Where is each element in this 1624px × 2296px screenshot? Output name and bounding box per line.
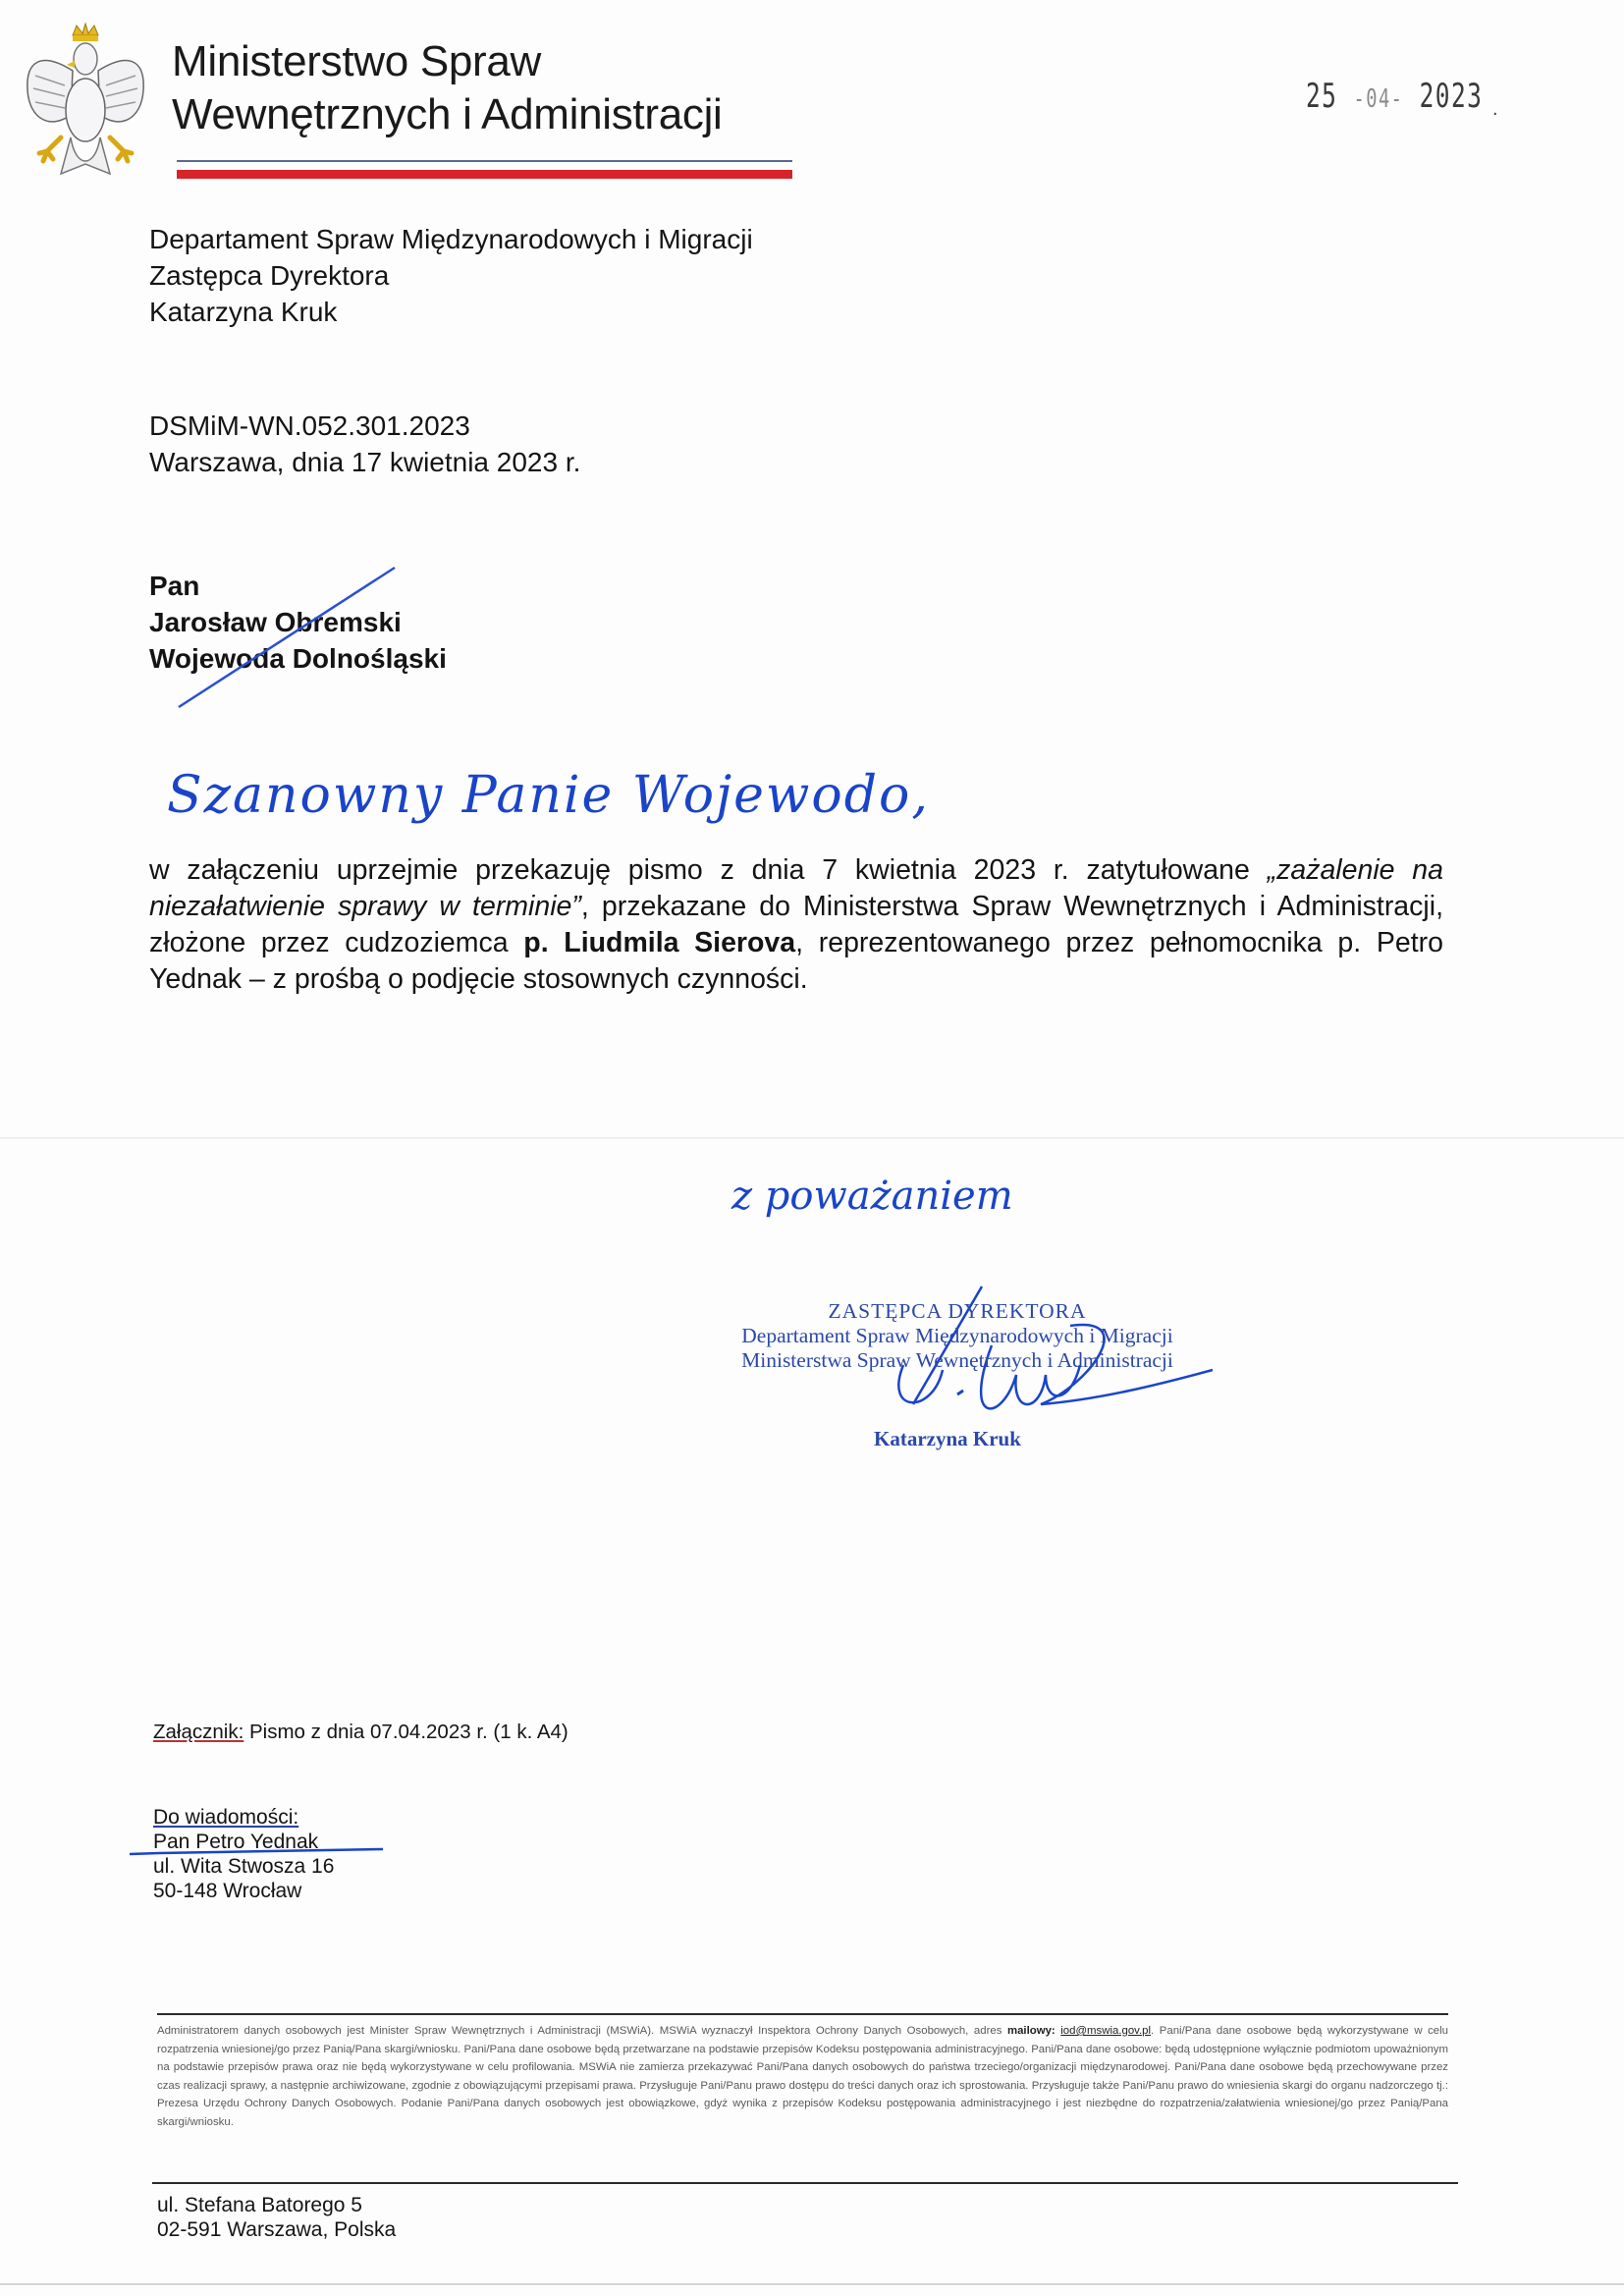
cc-recipient: Pan Petro Yednak <box>153 1831 319 1853</box>
ministry-city: 02-591 Warszawa, Polska <box>157 2218 397 2241</box>
ministry-name <box>172 35 723 141</box>
sender-position: Zastępca Dyrektora <box>149 260 390 291</box>
ministry-street: ul. Stefana Batorego 5 <box>157 2194 362 2216</box>
body-text-part2: , przekazane do Ministerstwa Spraw Wewnętrznych i Administracji, złożone przez cudzoziemca <box>149 891 1443 958</box>
gdpr-text-part1: Administratorem danych osobowych jest Minister Spraw Wewnętrznych i Administracji (MSWiA). MSWiA wyznaczył Inspektora Ochrony Danych Osobowych, adres <box>157 2025 1007 2037</box>
ministry-address <box>157 2193 396 2242</box>
gdpr-text-part2: . Pani/Pana dane osobowe będą wykorzystywane w celu rozpatrzenia wniesionej/go przez Panią/Pana skargi/wniosku. Pani/Pana dane osobowe będą przetwarzane na podstawie przepisów Kodeksu postępowania administracyjnego. Pani/Pana dane osobowe: będą udostępnione wyłącznie podmiotom upoważnionym na podstawie przepisów prawa oraz nie będą wykorzystywane w celu profilowania. MSWiA nie zamierza przekazywać Pani/Pana danych osobowych do państwa trzeciego/organizacji międzynarodowej. Pani/Pana dane osobowe będą przechowywane przez czas realizacji sprawy, a następnie archiwizowane, zgodnie z obowiązującymi przepisami prawa. Przysługuje Pani/Panu prawo dostępu do treści danych oraz ich sprostowania. Przysługuje także Pani/Panu prawo do wniesienia skargi do organu nadzorczego tj.: Prezesa Urzędu Ochrony Danych Osobowych. Podanie Pani/Pana danych osobowych jest obowiązkowe, gdyż wynika z przepisów Kodeksu postępowania administracyjnego i jest niezbędne do rozpatrzenia/załatwienia wniesionej/go przez Panią/Pana skargi/wniosku. <box>157 2025 1449 2128</box>
attachment-line <box>153 1721 568 1744</box>
letterhead-red-rule <box>177 170 792 179</box>
pen-slash-mark <box>167 560 403 717</box>
sender-name: Katarzyna Kruk <box>149 297 338 327</box>
stamp-month: -04- <box>1353 84 1404 114</box>
addressee-title: Pan <box>149 571 200 601</box>
cc-city: 50-148 Wrocław <box>153 1880 302 1902</box>
gdpr-email-label: mailowy: <box>1006 2025 1061 2037</box>
footer-divider-top <box>157 2013 1448 2015</box>
stamp-signatory-name: Katarzyna Kruk <box>874 1427 1021 1450</box>
sender-department: Departament Spraw Międzynarodowych i Migracji <box>149 224 753 254</box>
stamp-year: 2023 <box>1419 77 1484 116</box>
letterhead-thin-rule <box>177 160 792 162</box>
received-date-stamp <box>1306 77 1483 116</box>
case-number: DSMiM-WN.052.301.2023 <box>149 410 470 441</box>
attachment-label: Załącznik: <box>153 1721 244 1743</box>
addressee-name: Jarosław Obremski <box>149 607 402 637</box>
polish-eagle-emblem-icon <box>22 22 149 189</box>
paper-fold-crease <box>0 1137 1624 1139</box>
official-signature-stamp <box>727 1299 1188 1373</box>
cc-label: Do wiadomości: <box>153 1806 299 1829</box>
paper-bottom-edge <box>0 2283 1624 2285</box>
pen-underline-mark <box>130 1846 385 1858</box>
stamp-ministry: Ministerstwa Spraw Wewnętrznych i Administracji <box>741 1348 1173 1372</box>
handwritten-closing: z poważaniem <box>731 1174 1013 1219</box>
addressee-office: Wojewoda Dolnośląski <box>149 643 447 674</box>
body-text-part3: , reprezentowanego przez pełnomocnika p. Petro Yednak – z prośbą o podjęcie stosownych czynności. <box>149 927 1443 995</box>
sender-block <box>149 221 753 330</box>
attachment-value: Pismo z dnia 07.04.2023 r. (1 k. A4) <box>244 1721 568 1743</box>
stamp-title: ZASTĘPCA DYREKTORA <box>828 1299 1087 1323</box>
stamp-dot: . <box>1492 98 1498 120</box>
letter-body <box>149 852 1443 998</box>
footer-divider-bottom <box>152 2182 1458 2184</box>
gdpr-email-link[interactable]: iod@mswia.gov.pl <box>1060 2025 1152 2037</box>
foreigner-name: p. Liudmila Sierova <box>523 927 796 958</box>
gdpr-notice <box>157 2022 1448 2131</box>
stamp-day: 25 <box>1306 77 1338 116</box>
complaint-title: „zażalenie na niezałatwienie sprawy w terminie” <box>149 854 1444 922</box>
cc-street: ul. Wita Stwosza 16 <box>153 1855 335 1878</box>
ministry-name-line1: Ministerstwo Spraw <box>172 37 542 85</box>
place-date: Warszawa, dnia 17 kwietnia 2023 r. <box>149 447 581 477</box>
stamp-department: Departament Spraw Międzynarodowych i Migracji <box>741 1324 1173 1347</box>
handwritten-salutation: Szanowny Panie Wojewodo, <box>167 766 930 825</box>
reference-block <box>149 408 580 480</box>
ministry-name-line2: Wewnętrznych i Administracji <box>172 90 723 138</box>
body-text-part1: w załączeniu uprzejmie przekazuję pismo z dnia 7 kwietnia 2023 r. zatytułowane <box>149 854 1268 886</box>
